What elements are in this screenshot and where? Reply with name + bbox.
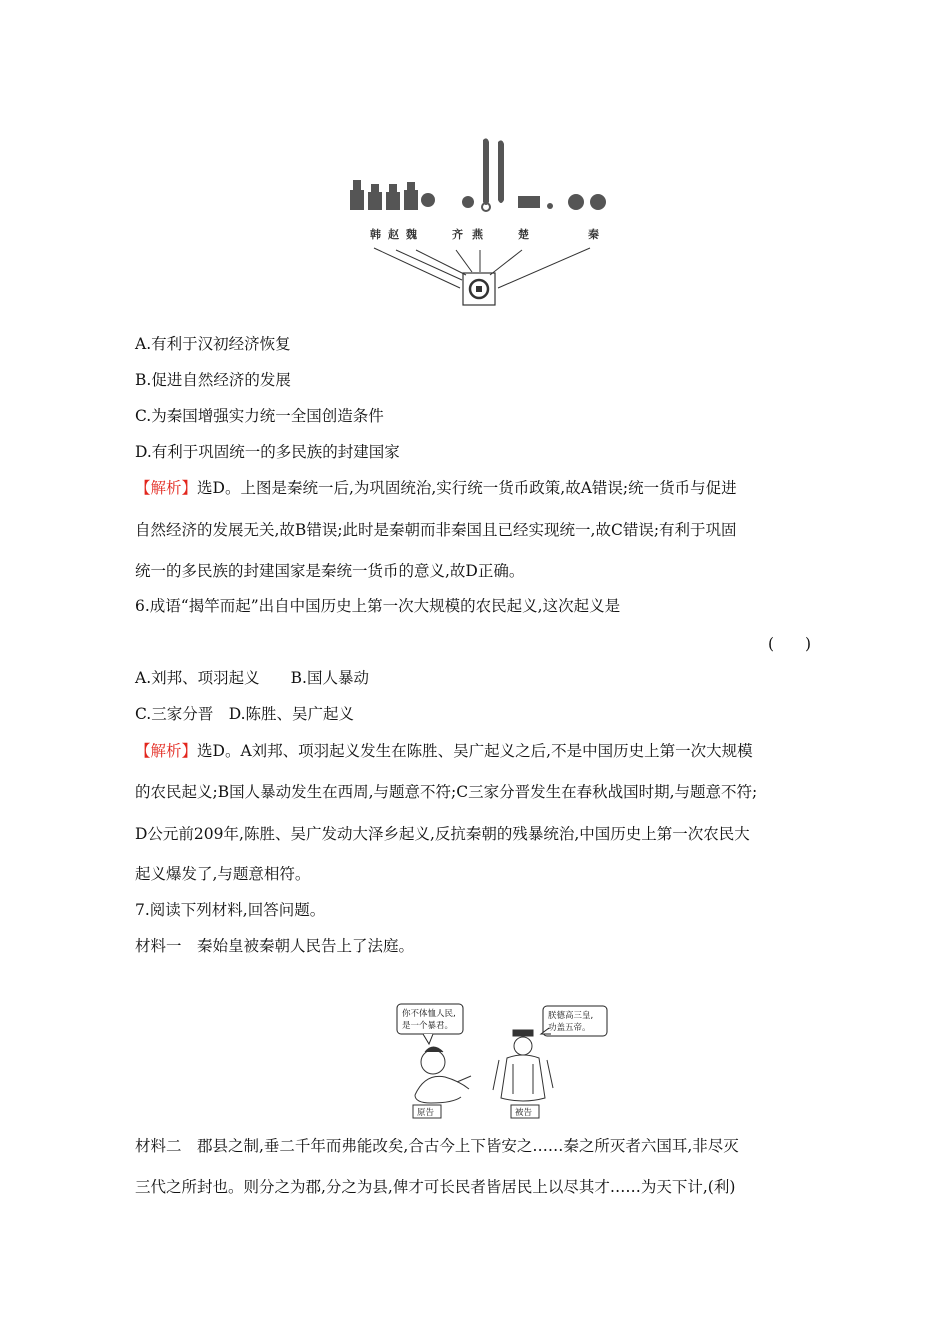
q6-analysis-line-4: 起义爆发了,与题意相符。 [135,865,311,883]
coin-label-han: 韩 [370,228,381,241]
q6-analysis-line-3: D公元前209年,陈胜、吴广发动大泽乡起义,反抗秦朝的残暴统治,中国历史上第一次农民大 [135,825,750,843]
q7-stem: 7.阅读下列材料,回答问题。 [135,901,326,919]
knife-coins-icon [350,180,435,210]
q5-option-c: C.为秦国增强实力统一全国创造条件 [135,407,384,425]
q6-analysis-tag: 【解析】 [135,742,198,760]
qin-banliang-coin-icon [463,273,495,305]
q6-analysis-line-1: 【解析】选D。A刘邦、项羽起义发生在陈胜、吴广起义之后,不是中国历史上第一次大规模 [135,742,753,760]
plaintiff-figure-icon [415,1047,471,1103]
svg-text:原告: 原告 [417,1108,435,1118]
q7-material-1: 材料一 秦始皇被秦朝人民告上了法庭。 [135,937,415,955]
q6-stem: 6.成语“揭竿而起”出自中国历史上第一次大规模的农民起义,这次起义是 [135,597,621,615]
q6-answer-paren: ( ) [768,635,812,653]
bubble-left-line-1: 你不体恤人民, [402,1009,456,1019]
speech-bubble-right [541,1006,607,1036]
coin-label-wei: 魏 [406,228,417,241]
court-cartoon-figure [395,1000,610,1120]
q5-option-b: B.促进自然经济的发展 [135,371,291,389]
q6-options-line-2: C.三家分晋 D.陈胜、吴广起义 [135,705,355,723]
q5-option-a: A.有利于汉初经济恢复 [135,335,291,353]
q7-material-2-line-1: 材料二 郡县之制,垂二千年而弗能改矣,合古今上下皆安之……秦之所灭者六国耳,非尽灭 [135,1137,739,1155]
round-coins-icon [568,194,606,210]
bubble-right-line-2: 功盖五帝。 [548,1023,591,1033]
q5-analysis-line-2: 自然经济的发展无关,故B错误;此时是秦朝而非秦国且已经实现统一,故C错误;有利于巩固 [135,521,737,539]
bubble-right-line-1: 朕德高三皇, [548,1011,594,1021]
q5-analysis-line-1: 【解析】选D。上图是秦统一后,为巩固统治,实行统一货币政策,故A错误;统一货币与促进 [135,479,737,497]
svg-text:被告: 被告 [515,1108,533,1118]
coin-label-chu: 楚 [518,228,529,241]
defendant-emperor-figure-icon [493,1030,553,1101]
q5-analysis-tag: 【解析】 [135,479,198,497]
coin-label-qi: 齐 [452,228,463,241]
bubble-left-line-2: 是一个暴君。 [402,1021,454,1031]
coin-unification-figure [340,130,620,315]
coin-label-yan: 燕 [472,228,483,241]
q6-analysis-line-2: 的农民起义;B国人暴动发生在西周,与题意不符;C三家分晋发生在春秋战国时期,与题意不符; [135,783,758,801]
speech-bubble-left [397,1004,463,1044]
coin-label-qin: 秦 [588,228,599,241]
q6-options-line-1: A.刘邦、项羽起义 B.国人暴动 [135,669,369,687]
spade-coins-icon [462,138,553,211]
coin-label-zhao: 赵 [388,228,399,241]
q5-analysis-line-3: 统一的多民族的封建国家是秦统一货币的意义,故D正确。 [135,562,525,580]
plaintiff-label [413,1105,441,1118]
q5-option-d: D.有利于巩固统一的多民族的封建国家 [135,443,400,461]
q7-material-2-line-2: 三代之所封也。则分之为郡,分之为县,俾才可长民者皆居民上以尽其才……为天下计,(利) [135,1178,736,1196]
defendant-label [511,1105,539,1118]
